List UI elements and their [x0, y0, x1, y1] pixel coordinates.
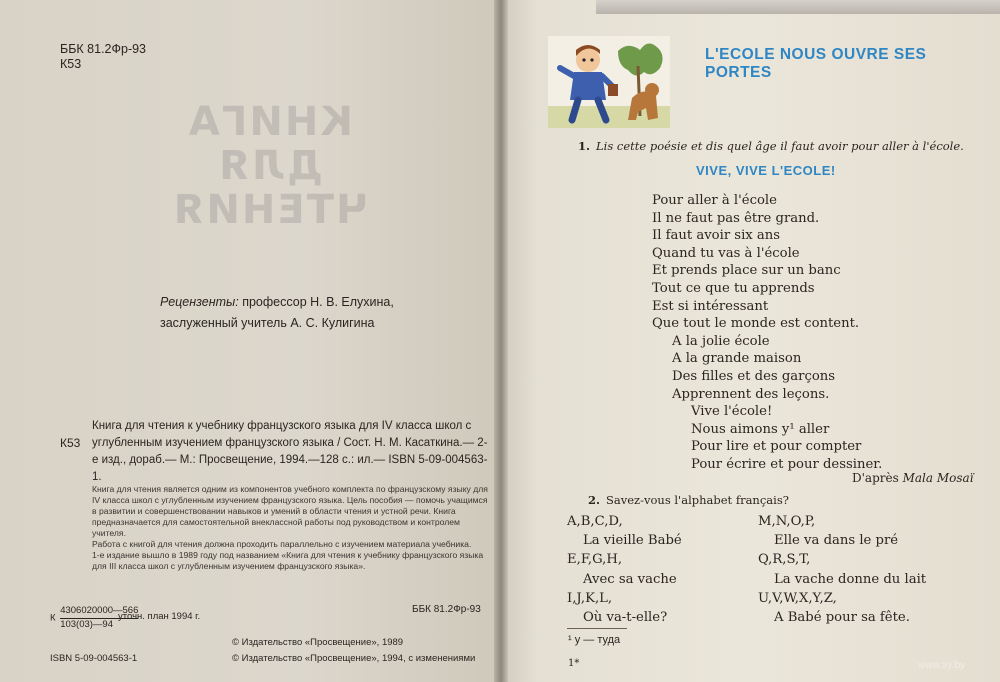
rhyme-line: U,V,W,X,Y,Z, [758, 590, 837, 606]
exercise-instruction: Lis cette poésie et dis quel âge il faut avoir pour aller à l'école. [596, 139, 964, 153]
publishing-plan: уточн. план 1994 г. [118, 611, 201, 622]
ghost-line: ЧТЕНИЯ [171, 187, 369, 233]
book-gutter [494, 0, 508, 682]
rhyme-line: M,N,O,P, [758, 514, 816, 529]
rhyme-line: La vache donne du lait [774, 571, 927, 587]
abstract-paragraph: Книга для чтения является одним из компонентов учебного комплекта по французскому языку для IV класса школ с углубленным изучением французского языка. Цель пособия — помочь учащимся в развитии и совершенствовании навыков и умений в области чтения и устной речи. Книга предназначается для самостоятельной внеклассной работы под руководством и контролем учителя. [92, 484, 488, 538]
poem-line: A la jolie école [672, 333, 770, 349]
exercise-instruction: Savez-vous l'alphabet français? [606, 493, 789, 507]
poem-line: Apprennent des leçons. [672, 386, 830, 402]
exercise-number: 2. [588, 493, 601, 507]
book-abstract [92, 484, 492, 572]
poem-line: Est si intéressant [652, 298, 769, 314]
exercise-1 [578, 139, 964, 153]
ghost-line: КНИГА [186, 99, 354, 145]
poem-line: Il ne faut pas être grand. [652, 210, 820, 226]
copyright-line: © Издательство «Просвещение», 1994, с изменениями [232, 653, 476, 664]
rhyme-line: E,F,G,H, [567, 552, 623, 568]
reviewers-block [160, 292, 394, 334]
exercise-2 [588, 493, 789, 507]
poem-line: Il faut avoir six ans [652, 228, 781, 244]
abstract-paragraph: Работа с книгой для чтения должна проходить параллельно с изучением материала учебника. [92, 539, 472, 549]
rhyme-line: Elle va dans le pré [774, 533, 899, 549]
poem-line: A la grande maison [672, 351, 802, 367]
ghost-line: ДЛЯ [217, 143, 323, 189]
rhyme-line: A Babé pour sa fête. [774, 610, 910, 626]
footnote-rule [567, 628, 627, 629]
isbn: ISBN 5-09-004563-1 [50, 653, 138, 664]
lesson-title: L'ECOLE NOUS OUVRE SES PORTES [705, 46, 927, 81]
alphabet-rhyme-right [758, 512, 926, 627]
poem-line: Que tout le monde est content. [652, 316, 860, 332]
poem-line: Pour écrire et pour dessiner. [691, 456, 883, 472]
poem-line: Tout ce que tu apprends [652, 280, 815, 296]
publisher-code-letter: К [50, 612, 56, 624]
biblio-index: К53 [60, 436, 81, 450]
poem [652, 192, 882, 474]
page-number: 1* [568, 658, 580, 669]
poem-line: Pour aller à l'école [652, 193, 777, 208]
poem-line: Pour lire et pour compter [691, 439, 862, 455]
code-denominator: 103(03)—94 [60, 619, 113, 630]
rhyme-line: La vieille Babé [583, 533, 682, 549]
bibliographic-record: Книга для чтения к учебнику французского языка для IV класса школ с углубленным изучением французского языка / Сост. Н. М. Касаткина.— 2-е изд., дораб.— М.: Просвещение, 1994.—128 с.: ил.— ISBN 5-09-004563-1. [92, 420, 488, 483]
index-code: К53 [60, 57, 82, 71]
bbk-code: ББК 81.2Фр-93 [60, 42, 147, 56]
exercise-number: 1. [578, 139, 591, 153]
poem-line: Des filles et des garçons [672, 368, 836, 384]
poem-line: Et prends place sur un banc [652, 263, 841, 279]
rhyme-line: Q,R,S,T, [758, 552, 811, 568]
poem-attribution [852, 471, 974, 485]
poem-title: VIVE, VIVE L'ECOLE! [696, 163, 836, 178]
site-watermark: www.ay.by [918, 660, 966, 671]
page-corner-edge [596, 0, 1000, 14]
attribution-author: Mala Mosaï [902, 471, 974, 485]
bbk-code-block [60, 42, 146, 72]
footnote: ¹ у — туда [568, 634, 621, 646]
poem-line: Nous aimons y¹ aller [691, 421, 830, 437]
reviewers-line-2: заслуженный учитель А. С. Кулигина [160, 316, 375, 330]
show-through-cover-text [155, 100, 385, 245]
rhyme-line: Avec sa vache [583, 571, 677, 587]
abstract-paragraph: 1-е издание вышло в 1989 году под названием «Книга для чтения к учебнику французского языка для III класса школ с углубленным изучением французского языка». [92, 550, 484, 571]
code-numerator: 4306020000—566 [60, 605, 138, 619]
reviewers-line-1: профессор Н. В. Елухина, [242, 295, 394, 309]
rhyme-line: I,J,K,L, [567, 590, 613, 606]
reviewers-label: Рецензенты: [160, 295, 239, 309]
bbk-code-bottom: ББК 81.2Фр-93 [412, 604, 481, 615]
poem-line: Quand tu vas à l'école [652, 245, 800, 261]
rhyme-line: A,B,C,D, [567, 514, 623, 529]
copyright-line: © Издательство «Просвещение», 1989 [232, 637, 404, 648]
attribution-prefix: D'après [852, 471, 899, 485]
rhyme-line: Où va-t-elle? [583, 610, 668, 626]
boy-and-dog-illustration [548, 36, 670, 128]
poem-line: Vive l'école! [691, 404, 773, 420]
alphabet-rhyme-left [567, 512, 682, 627]
